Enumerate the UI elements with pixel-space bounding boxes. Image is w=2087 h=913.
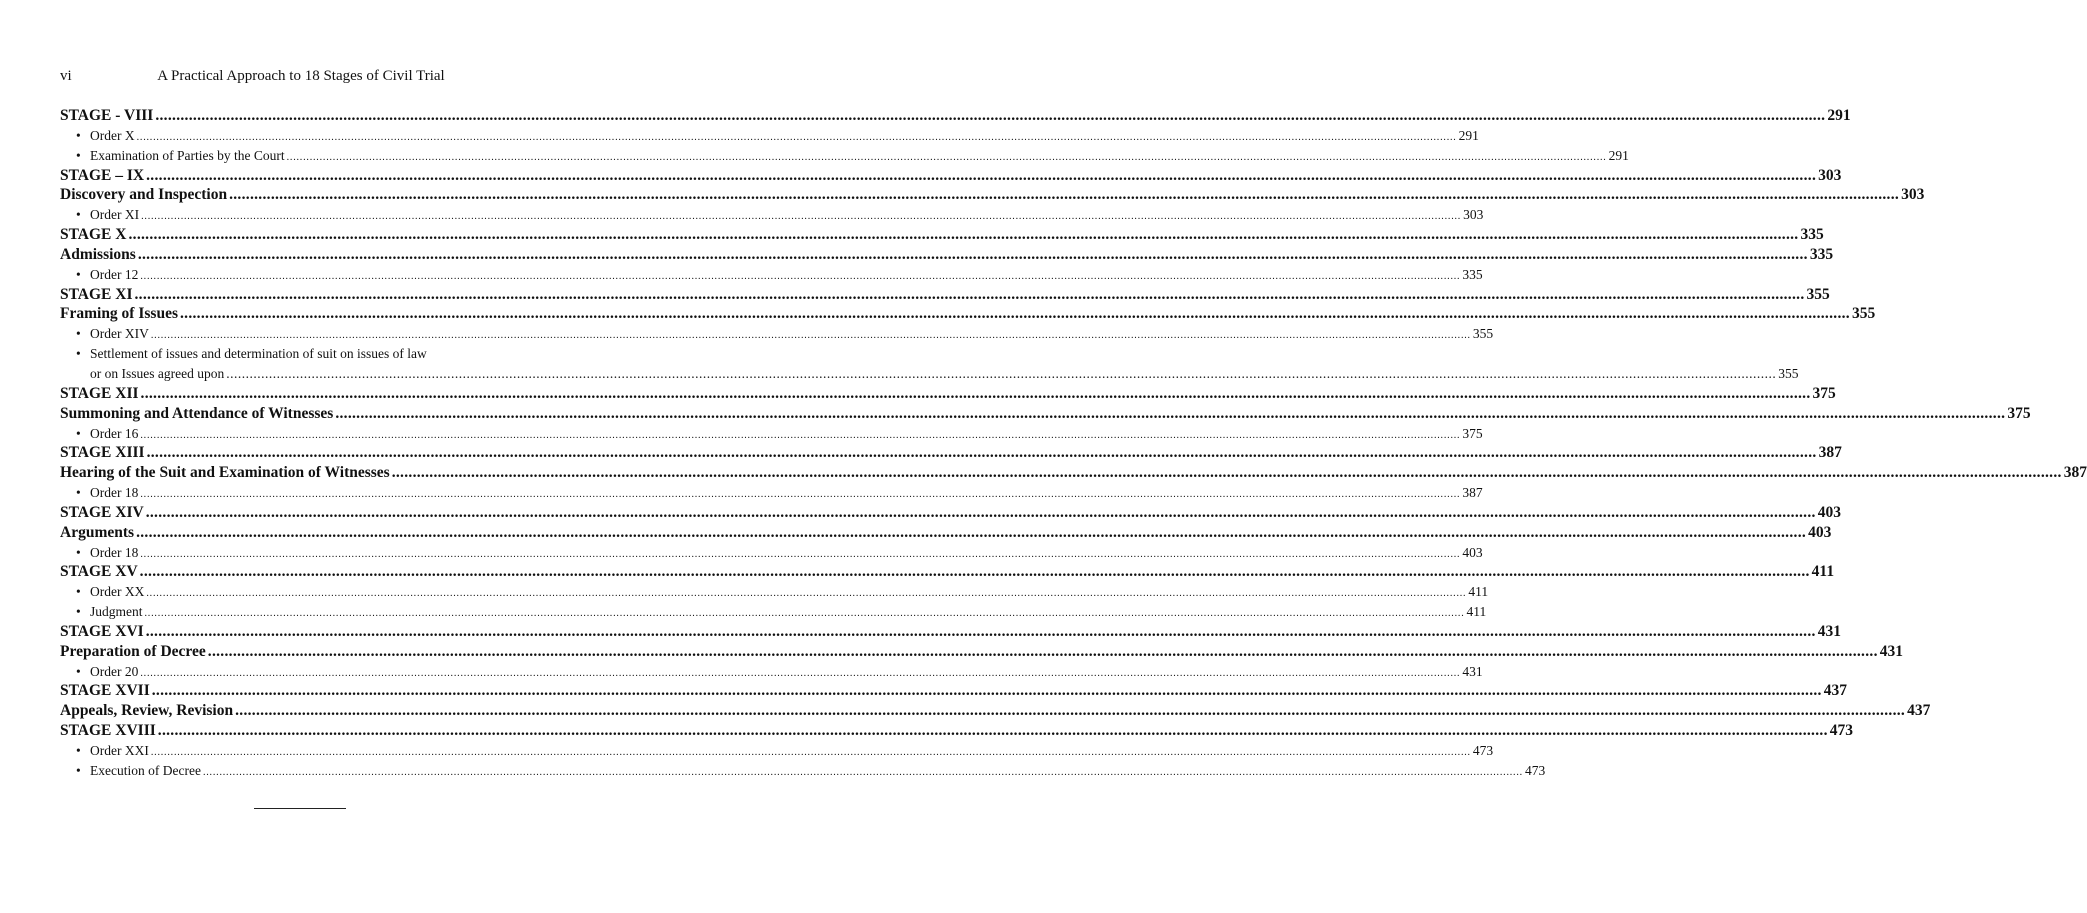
dot-leader: ................................................................................................................................................................................................................................................................................................................................................................................................................ [137, 245, 1808, 263]
toc-heading-row [60, 166, 1842, 186]
toc-heading-row [60, 106, 1851, 126]
dot-leader: ................................................................................................................................................................................................................................................................................................................................................................................................................ [226, 365, 1777, 381]
dot-leader: ................................................................................................................................................................................................................................................................................................................................................................................................................ [335, 404, 2006, 422]
toc-subentry-row [60, 324, 1494, 344]
toc-heading-row [60, 285, 1830, 305]
toc-entry-label: Examination of Parties by the Court [90, 147, 285, 163]
toc-page-number: 411 [1466, 604, 1487, 620]
toc-subentry-row [60, 344, 542, 364]
toc-entry-label: Arguments [60, 523, 135, 541]
dot-leader: ................................................................................................................................................................................................................................................................................................................................................................................................................ [140, 429, 1461, 441]
toc-entry-label: STAGE – IX [60, 166, 145, 184]
toc-page-number: 335 [1809, 245, 1834, 263]
dot-leader: ................................................................................................................................................................................................................................................................................................................................................................................................................ [141, 211, 1462, 223]
toc-heading-row [60, 185, 1925, 205]
toc-entry-label: Settlement of issues and determination of suit on issues of law [90, 346, 427, 362]
toc-entry-label: Order XIV [90, 326, 149, 342]
toc-entry-label: STAGE XIV [60, 503, 144, 521]
dot-leader: ................................................................................................................................................................................................................................................................................................................................................................................................................ [235, 702, 1906, 720]
toc-page-number: 355 [1472, 326, 1494, 342]
toc-heading-row [60, 681, 1847, 701]
toc-page-number: 387 [2063, 464, 2087, 482]
dot-leader: ................................................................................................................................................................................................................................................................................................................................................................................................................ [145, 503, 1816, 521]
toc-page-number: 431 [1817, 622, 1841, 640]
toc-page-number: 437 [1907, 702, 1931, 720]
toc-entry-label: Hearing of the Suit and Examination of Witnesses [60, 464, 390, 482]
toc-page-number: 473 [1524, 762, 1546, 778]
toc-entry-label: STAGE XV [60, 563, 138, 581]
toc-entry-label: STAGE XVIII [60, 722, 156, 740]
bullet-icon: • [76, 326, 81, 342]
bullet-icon: • [76, 207, 81, 223]
toc-entry-label: Admissions [60, 245, 136, 263]
toc-heading-row [60, 721, 1854, 741]
toc-heading-row [60, 463, 2087, 483]
toc-entry-label: Order X [90, 127, 135, 143]
dot-leader: ................................................................................................................................................................................................................................................................................................................................................................................................................ [150, 330, 1471, 342]
toc-entry-label: Order 12 [90, 266, 139, 282]
toc-entry-label: Appeals, Review, Revision [60, 702, 234, 720]
toc-page-number: 355 [1778, 365, 1799, 381]
toc-page-number: 375 [2007, 404, 2031, 422]
toc-subentry-row [60, 741, 1494, 761]
running-title: A Practical Approach to 18 Stages of Civil Trial [157, 68, 445, 84]
table-of-contents [60, 106, 2087, 781]
toc-heading-row [60, 622, 1841, 642]
page-folio: vi [60, 68, 72, 84]
toc-subentry-row [60, 662, 1483, 682]
dot-leader: ................................................................................................................................................................................................................................................................................................................................................................................................................ [151, 682, 1822, 700]
toc-entry-label: Discovery and Inspection [60, 186, 228, 204]
toc-entry-label: Order 18 [90, 485, 139, 501]
toc-heading-row [60, 443, 1842, 463]
toc-entry-label: STAGE XII [60, 384, 139, 402]
toc-subentry-row [60, 483, 1483, 503]
dot-leader: ................................................................................................................................................................................................................................................................................................................................................................................................................ [202, 766, 1523, 778]
toc-page-number: 291 [1827, 107, 1851, 124]
dot-leader: ................................................................................................................................................................................................................................................................................................................................................................................................................ [229, 186, 1900, 204]
toc-entry-label: STAGE XIII [60, 444, 145, 462]
toc-entry-label: Order XXI [90, 743, 149, 758]
toc-page-number: 403 [1808, 523, 1832, 541]
toc-page-number: 303 [1901, 186, 1925, 204]
toc-page-number: 355 [1851, 305, 1876, 323]
toc-entry-label: Judgment [90, 604, 143, 620]
toc-page-number: 387 [1462, 485, 1483, 501]
toc-page-number: 437 [1823, 682, 1847, 700]
dot-leader: ................................................................................................................................................................................................................................................................................................................................................................................................................ [146, 444, 1817, 462]
dot-leader: ................................................................................................................................................................................................................................................................................................................................................................................................................ [286, 151, 1607, 163]
toc-entry-label: Order XI [90, 207, 140, 223]
toc-entry-label: Preparation of Decree [60, 642, 206, 660]
toc-entry-label: STAGE XVI [60, 622, 144, 640]
toc-subentry-row [60, 602, 1487, 622]
dot-leader: ................................................................................................................................................................................................................................................................................................................................................................................................................ [136, 523, 1807, 541]
dot-leader: ................................................................................................................................................................................................................................................................................................................................................................................................................ [157, 722, 1828, 740]
toc-heading-row [60, 225, 1824, 245]
dot-leader: ................................................................................................................................................................................................................................................................................................................................................................................................................ [128, 226, 1799, 244]
toc-heading-row [60, 701, 1931, 721]
toc-page-number: 375 [1812, 384, 1836, 402]
dot-leader: ................................................................................................................................................................................................................................................................................................................................................................................................................ [136, 131, 1457, 143]
dot-leader: ................................................................................................................................................................................................................................................................................................................................................................................................................ [150, 747, 1471, 758]
toc-page-number: 411 [1468, 584, 1489, 600]
toc-entry-label: STAGE XVII [60, 682, 150, 700]
bullet-icon: • [76, 584, 81, 600]
running-header [60, 66, 542, 86]
toc-page-number: 431 [1879, 642, 1904, 660]
bullet-icon: • [76, 127, 81, 143]
toc-continuation-row [60, 364, 1799, 384]
bullet-icon: • [76, 485, 81, 501]
dot-leader: ................................................................................................................................................................................................................................................................................................................................................................................................................ [139, 563, 1810, 581]
toc-subentry-row [60, 265, 1483, 285]
toc-subentry-row [60, 126, 1479, 146]
toc-heading-row [60, 404, 2031, 424]
bullet-icon: • [76, 762, 81, 778]
toc-entry-label: Order XX [90, 584, 145, 600]
dot-leader: ................................................................................................................................................................................................................................................................................................................................................................................................................ [145, 622, 1816, 640]
toc-page-number: 473 [1472, 743, 1494, 758]
bullet-icon: • [76, 346, 81, 362]
toc-page-number: 403 [1817, 503, 1841, 521]
footer-rule [254, 808, 346, 809]
toc-subentry-row [60, 543, 1483, 563]
dot-leader: ................................................................................................................................................................................................................................................................................................................................................................................................................ [140, 384, 1811, 402]
dot-leader: ................................................................................................................................................................................................................................................................................................................................................................................................................ [140, 270, 1461, 282]
toc-entry-label: STAGE - VIII [60, 107, 154, 124]
bullet-icon: • [76, 604, 81, 620]
toc-entry-label: Order 20 [90, 663, 139, 679]
toc-heading-row [60, 562, 1835, 582]
toc-page-number: 335 [1462, 266, 1483, 282]
toc-page-number: 387 [1818, 444, 1842, 462]
dot-leader: ................................................................................................................................................................................................................................................................................................................................................................................................................ [146, 588, 1467, 600]
toc-subentry-row [60, 582, 1489, 602]
toc-heading-row [60, 304, 1876, 324]
toc-subentry-row [60, 761, 1546, 781]
bullet-icon: • [76, 663, 81, 679]
dot-leader: ................................................................................................................................................................................................................................................................................................................................................................................................................ [155, 107, 1826, 124]
dot-leader: ................................................................................................................................................................................................................................................................................................................................................................................................................ [140, 489, 1461, 501]
toc-page-number: 303 [1463, 207, 1484, 223]
toc-subentry-row [60, 146, 1629, 166]
toc-entry-label: Framing of Issues [60, 305, 178, 323]
toc-entry-label: or on Issues agreed upon [90, 365, 225, 381]
toc-page-number: 303 [1818, 166, 1842, 184]
toc-page-number: 291 [1608, 147, 1629, 163]
toc-entry-label: STAGE XI [60, 285, 133, 303]
toc-entry-label: Order 18 [90, 544, 139, 560]
dot-leader: ................................................................................................................................................................................................................................................................................................................................................................................................................ [140, 548, 1461, 560]
toc-page-number: 431 [1462, 663, 1483, 679]
dot-leader: ................................................................................................................................................................................................................................................................................................................................................................................................................ [134, 285, 1805, 303]
toc-entry-label: STAGE X [60, 226, 127, 244]
bullet-icon: • [76, 544, 81, 560]
bullet-icon: • [76, 147, 81, 163]
bullet-icon: • [76, 743, 81, 758]
dot-leader: ................................................................................................................................................................................................................................................................................................................................................................................................................ [391, 464, 2062, 482]
dot-leader: ................................................................................................................................................................................................................................................................................................................................................................................................................ [146, 166, 1817, 184]
toc-heading-row [60, 245, 1834, 265]
toc-page-number: 403 [1462, 544, 1483, 560]
toc-entry-label: Summoning and Attendance of Witnesses [60, 404, 334, 422]
dot-leader: ................................................................................................................................................................................................................................................................................................................................................................................................................ [144, 608, 1465, 620]
toc-subentry-row [60, 205, 1484, 225]
toc-entry-label: Execution of Decree [90, 762, 201, 778]
toc-subentry-row [60, 424, 1483, 444]
toc-page-number: 411 [1811, 563, 1835, 581]
bullet-icon: • [76, 425, 81, 441]
toc-page-number: 335 [1800, 226, 1824, 244]
toc-heading-row [60, 503, 1841, 523]
toc-page-number: 375 [1462, 425, 1483, 441]
toc-heading-row [60, 642, 1904, 662]
dot-leader: ................................................................................................................................................................................................................................................................................................................................................................................................................ [207, 642, 1878, 660]
dot-leader: ................................................................................................................................................................................................................................................................................................................................................................................................................ [140, 667, 1461, 679]
toc-heading-row [60, 384, 1836, 404]
toc-page-number: 355 [1806, 285, 1830, 303]
dot-leader: ................................................................................................................................................................................................................................................................................................................................................................................................................ [179, 305, 1850, 323]
toc-page-number: 473 [1829, 722, 1854, 740]
bullet-icon: • [76, 266, 81, 282]
toc-heading-row [60, 523, 1832, 543]
toc-entry-label: Order 16 [90, 425, 139, 441]
toc-page-number: 291 [1458, 127, 1479, 143]
